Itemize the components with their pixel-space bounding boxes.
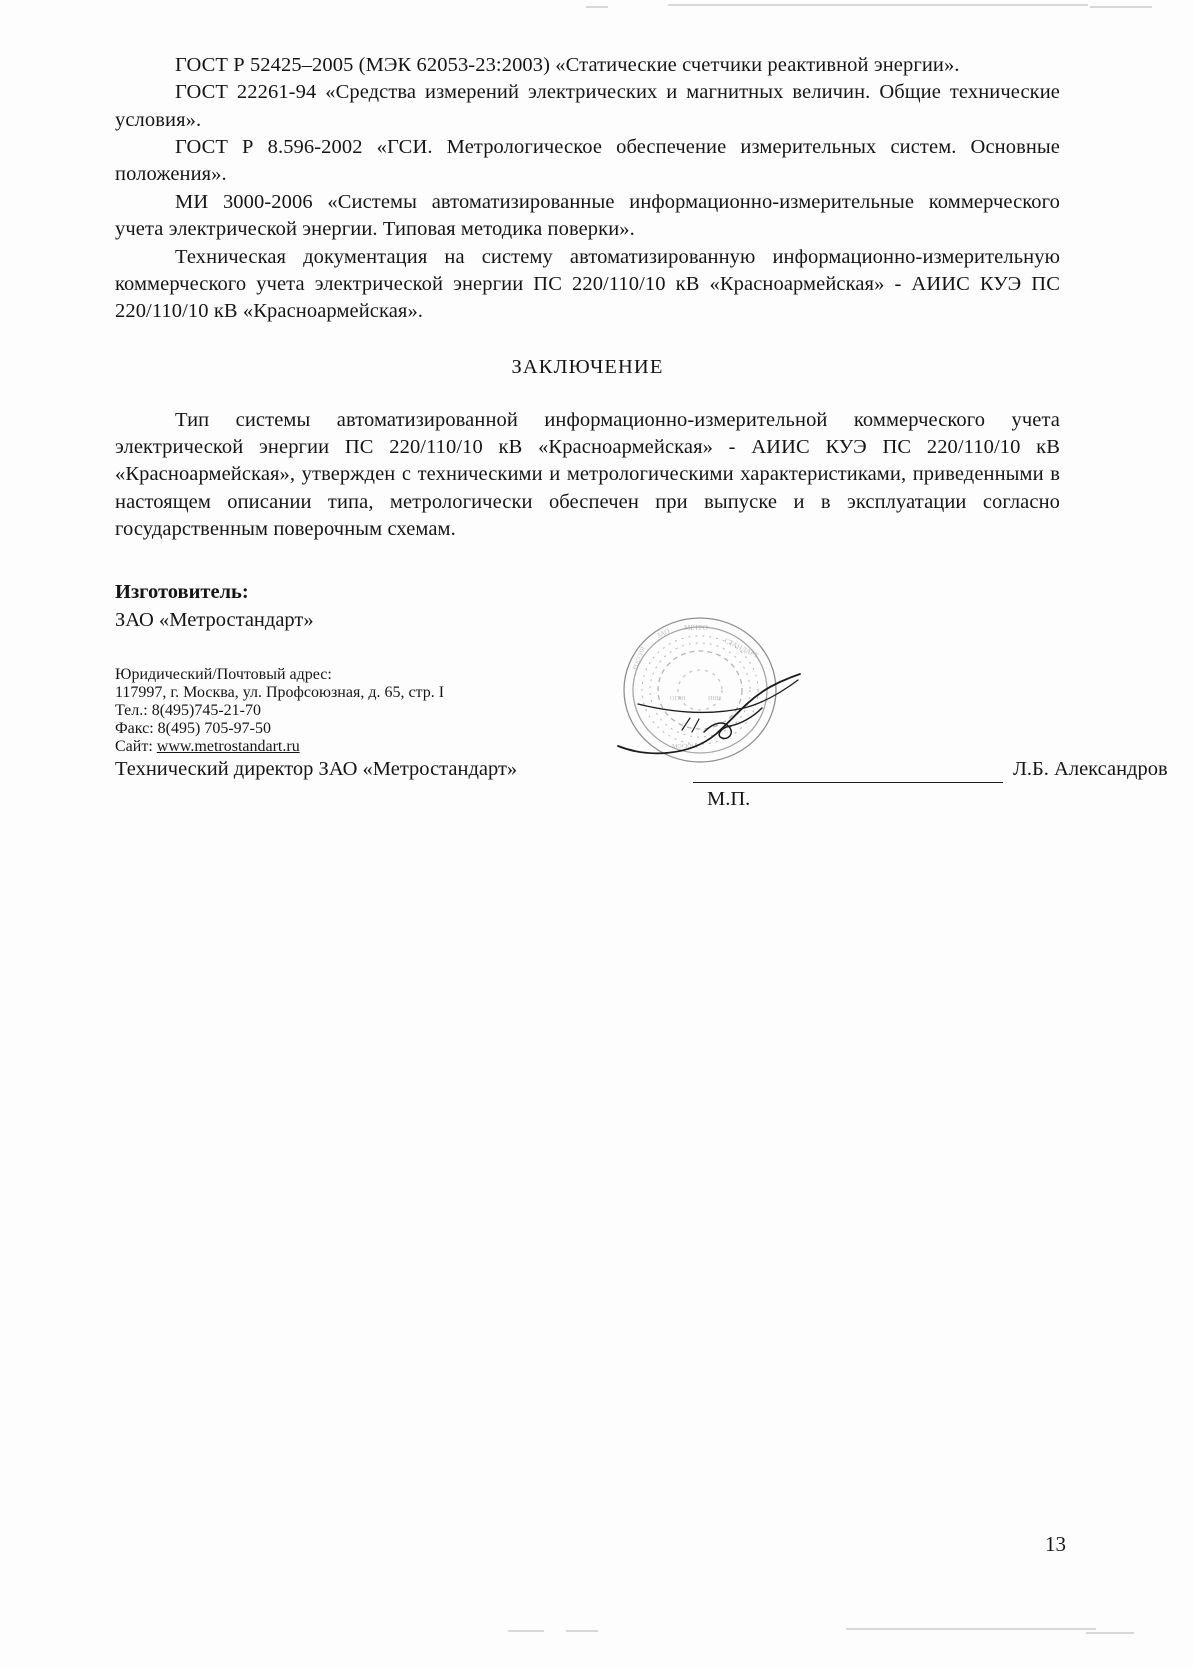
svg-text:ИНН: ИНН	[708, 696, 721, 702]
phone-line: Тел.: 8(495)745-21-70	[115, 702, 262, 720]
svg-text:ОГРН: ОГРН	[670, 696, 686, 702]
website-label: Сайт:	[115, 738, 157, 756]
document-body	[115, 52, 1168, 811]
standard-reference-paragraph: МИ 3000-2006 «Системы автоматизированные информационно-измерительные коммерческого учета электрической энергии. Типовая методика поверки».	[115, 190, 1060, 241]
address-label: Юридический/Почтовый адрес:	[115, 666, 332, 684]
signature-line	[693, 782, 1003, 783]
website-line	[115, 738, 1060, 756]
svg-text:МЕТРО: МЕТРО	[684, 624, 708, 632]
signatory-title: Технический директор ЗАО «Метростандарт»	[115, 758, 518, 781]
scan-artifact	[1086, 1632, 1134, 1634]
fax-line: Факс: 8(495) 705-97-50	[115, 720, 271, 738]
scan-artifact	[846, 1628, 1096, 1630]
svg-text:СТАНДАРТ: СТАНДАРТ	[723, 636, 760, 660]
page-number: 13	[1045, 1532, 1066, 1556]
signatory-name: Л.Б. Александров	[1013, 758, 1168, 781]
scan-artifact	[1090, 6, 1152, 8]
scan-artifact	[508, 1630, 544, 1632]
manufacturer-block	[115, 579, 1060, 634]
manufacturer-name: ЗАО «Метростандарт»	[115, 608, 314, 631]
address-block	[115, 666, 1168, 811]
signature-row	[115, 758, 1168, 811]
standard-reference-paragraph: ГОСТ Р 8.596-2002 «ГСИ. Метрологическое обеспечение измерительных систем. Основные положения».	[115, 136, 1060, 186]
manufacturer-label: Изготовитель:	[115, 581, 249, 604]
svg-text:МОСКВА: МОСКВА	[672, 744, 698, 750]
svg-text:ЗАО: ЗАО	[655, 627, 671, 640]
conclusion-paragraph: Тип системы автоматизированной информационно-измерительной коммерческого учета электрической энергии ПС 220/110/10 кВ «Красноармейская» - АИИС КУЭ ПС 220/110/10 кВ «Красноармейская», утвержден с техническими и метрологическими характеристиками, приведенными в настоящем описании типа, метрологически обеспечен при выпуске и в эксплуатации согласно государственным поверочным схемам.	[115, 408, 1060, 541]
website-link[interactable]: www.metrostandart.ru	[156, 738, 300, 756]
scan-artifact	[566, 1630, 598, 1632]
seal-mark-label: М.П.	[707, 788, 751, 811]
scan-artifact	[668, 4, 1088, 6]
address-line: 117997, г. Москва, ул. Профсоюзная, д. 65, стр. I	[115, 684, 445, 702]
section-heading-conclusion: ЗАКЛЮЧЕНИЕ	[511, 355, 664, 378]
technical-documentation-paragraph: Техническая документация на систему автоматизированную информационно-измерительную коммерческого учета электрической энергии ПС 220/110/10 кВ «Красноармейская» - АИИС КУЭ ПС 220/110/10 кВ «Красноармейская».	[115, 245, 1060, 323]
scan-artifact	[586, 6, 608, 8]
svg-text:РОССИЯ: РОССИЯ	[632, 646, 647, 671]
standard-reference-paragraph: ГОСТ Р 52425–2005 (МЭК 62053-23:2003) «Статические счетчики реактивной энергии».	[175, 54, 960, 76]
standard-reference-paragraph: ГОСТ 22261-94 «Средства измерений электрических и магнитных величин. Общие технические условия».	[115, 81, 1060, 131]
